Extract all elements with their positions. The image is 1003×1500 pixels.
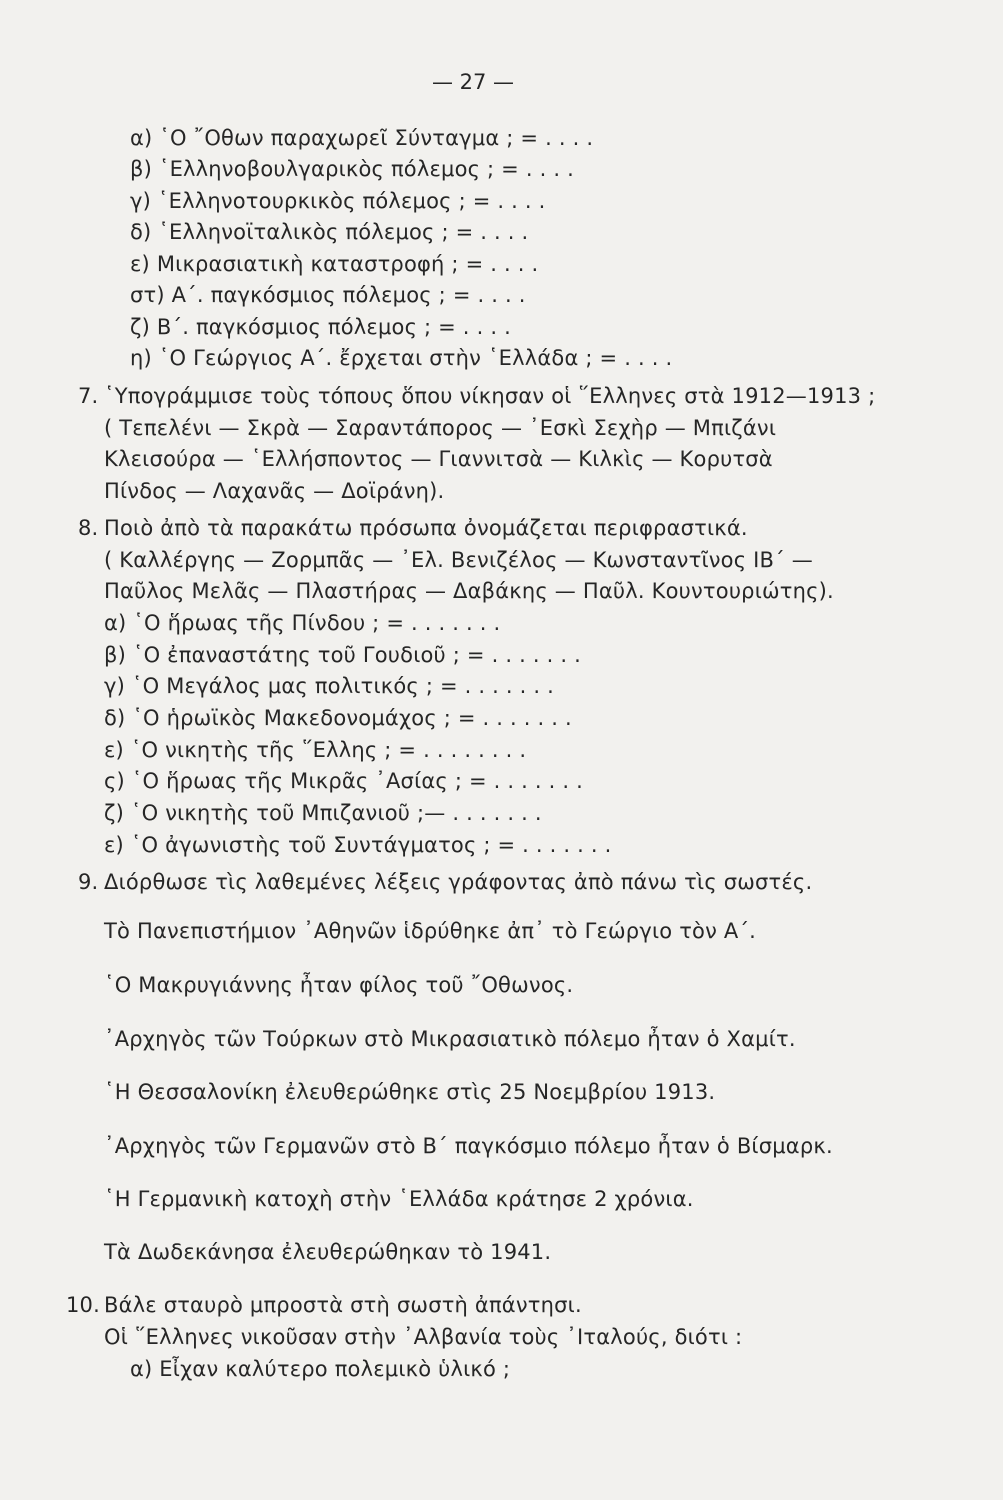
q8-item: γ) ῾Ο Μεγάλος μας πολιτικός ; = . . . . . . . <box>104 674 555 698</box>
q10-number: 10. <box>66 1293 100 1317</box>
q10-option: α) Εἶχαν καλύτερο πολεμικὸ ὑλικό ; <box>130 1357 511 1381</box>
q6-item: γ) ῾Ελληνοτουρκικὸς πόλεμος ; = . . . . <box>130 189 546 213</box>
q8-options-line: ( Καλλέργης — Ζορμπᾶς — ᾿Ελ. Βενιζέλος — Κωνσταντῖνος ΙΒ΄ — <box>104 548 813 572</box>
q7-options-line: Πίνδος — Λαχανᾶς — Δοϊράνη). <box>104 479 445 503</box>
q8-item: δ) ῾Ο ἡρωϊκὸς Μακεδονομάχος ; = . . . . . . . <box>104 706 572 730</box>
q6-item: ε) Μικρασιατικὴ καταστροφή ; = . . . . <box>130 252 539 276</box>
q7-number: 7. <box>78 384 99 408</box>
q8-item: ε) ῾Ο ἀγωνιστὴς τοῦ Συντάγματος ; = . . . . . . . <box>104 833 612 857</box>
q8-item: α) ῾Ο ἥρωας τῆς Πίνδου ; = . . . . . . . <box>104 611 501 635</box>
q8-options-line: Παῦλος Μελᾶς — Πλαστήρας — Δαβάκης — Παῦλ. Κουντουριώτης). <box>104 579 834 603</box>
q9-sentence: ῾Η Θεσσαλονίκη ἐλευθερώθηκε στὶς 25 Νοεμβρίου 1913. <box>104 1080 716 1104</box>
q8-item: ε) ῾Ο νικητὴς τῆς ῞Ελλης ; = . . . . . . . . <box>104 738 527 762</box>
q9-number: 9. <box>78 870 99 894</box>
q9-sentence: ῾Ο Μακρυγιάννης ἦταν φίλος τοῦ ῎Οθωνος. <box>104 973 574 997</box>
page-number: — 27 — <box>431 70 515 94</box>
q9-sentence: ᾿Αρχηγὸς τῶν Γερμανῶν στὸ Β΄ παγκόσμιο πόλεμο ἦταν ὁ Βίσμαρκ. <box>104 1134 833 1158</box>
q8-item: ς) ῾Ο ἥρωας τῆς Μικρᾶς ᾿Ασίας ; = . . . . . . . <box>104 769 584 793</box>
q7-options-line: Κλεισούρα — ῾Ελλήσποντος — Γιαννιτσὰ — Κιλκὶς — Κορυτσὰ <box>104 447 773 471</box>
q6-item: στ) Α΄. παγκόσμιος πόλεμος ; = . . . . <box>130 283 526 307</box>
q10-statement: Οἱ ῞Ελληνες νικοῦσαν στὴν ᾿Αλβανία τοὺς ᾿Ιταλούς, διότι : <box>104 1325 743 1349</box>
q7-prompt: ῾Υπογράμμισε τοὺς τόπους ὅπου νίκησαν οἱ ῞Ελληνες στὰ 1912—1913 ; <box>104 384 876 408</box>
q8-prompt: Ποιὸ ἀπὸ τὰ παρακάτω πρόσωπα ὀνομάζεται περιφραστικά. <box>104 516 748 540</box>
q6-item: η) ῾Ο Γεώργιος Α΄. ἔρχεται στὴν ῾Ελλάδα ; = . . . . <box>130 346 673 370</box>
q6-item: β) ῾Ελληνοβουλγαρικὸς πόλεμος ; = . . . . <box>130 157 574 181</box>
q6-item: δ) ῾Ελληνοϊταλικὸς πόλεμος ; = . . . . <box>130 220 529 244</box>
q7-options-line: ( Τεπελένι — Σκρὰ — Σαραντάπορος — ᾿Εσκὶ Σεχὴρ — Μπιζάνι <box>104 416 777 440</box>
q8-item: β) ῾Ο ἐπαναστάτης τοῦ Γουδιοῦ ; = . . . . . . . <box>104 643 581 667</box>
q8-item: ζ) ῾Ο νικητὴς τοῦ Μπιζανιοῦ ;— . . . . . . . <box>104 801 542 825</box>
q6-item: ζ) Β΄. παγκόσμιος πόλεμος ; = . . . . <box>130 315 511 339</box>
q9-sentence: ᾿Αρχηγὸς τῶν Τούρκων στὸ Μικρασιατικὸ πόλεμο ἦταν ὁ Χαμίτ. <box>104 1027 796 1051</box>
q9-sentence: Τὰ Δωδεκάνησα ἐλευθερώθηκαν τὸ 1941. <box>104 1240 552 1264</box>
q9-sentence: ῾Η Γερμανικὴ κατοχὴ στὴν ῾Ελλάδα κράτησε 2 χρόνια. <box>104 1187 694 1211</box>
q9-sentence: Τὸ Πανεπιστήμιον ᾿Αθηνῶν ἱδρύθηκε ἀπ᾿ τὸ Γεώργιο τὸν Α΄. <box>104 919 757 943</box>
q10-prompt: Βάλε σταυρὸ μπροστὰ στὴ σωστὴ ἀπάντησι. <box>104 1293 582 1317</box>
q8-number: 8. <box>78 516 99 540</box>
q6-item: α) ῾Ο ῎Οθων παραχωρεῖ Σύνταγμα ; = . . . . <box>130 126 594 150</box>
q9-instruction: Διόρθωσε τὶς λαθεμένες λέξεις γράφοντας ἀπὸ πάνω τὶς σωστές. <box>104 870 813 894</box>
